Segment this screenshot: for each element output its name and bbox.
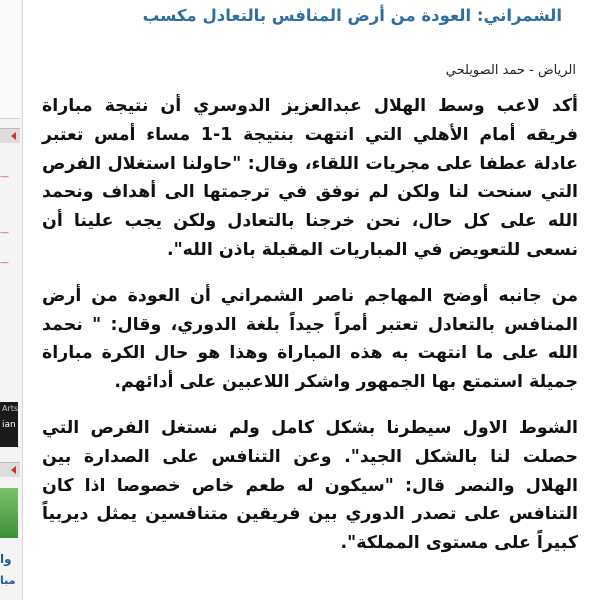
sidebar-link[interactable]: وا [0,552,12,566]
sidebar-panel [0,0,20,119]
article-headline[interactable]: الشمراني: العودة من أرض المنافس بالتعادل مكسب [142,6,562,25]
sidebar-link[interactable]: مبا [0,574,16,587]
left-sidebar [0,0,23,600]
thumbnail-caption: ian [2,420,16,430]
sidebar-marker: — [0,172,9,182]
article-body [42,92,578,575]
article-paragraph: أكد لاعب وسط الهلال عبدالعزيز الدوسري أن نتيجة مباراة فريقه أمام الأهلي التي انتهت بنتيجة 1-1 مساء أمس تعتبر عادلة عطفا على مجريات اللقاء، وقال: "حاولنا استغلال الفرص التي سنحت لنا ولكن لم نوفق في ترجمتها الى أهداف ونحمد الله على كل حال، نحن خرجنا بالتعادل ولكن يجب علينا أن نسعى للتعويض في المباريات المقبلة باذن الله". [42,96,578,260]
sidebar-marker: — [0,258,9,268]
article-byline: الرياض - حمد الصويلحي [445,63,576,78]
sidebar-marker: — [0,228,9,238]
article-paragraph: الشوط الاول سيطرنا بشكل كامل ولم نستغل الفرص التي حصلت لنا بالشكل الجيد". وعن التنافس على الصدارة بين الهلال والنصر قال: "سيكون له طعم خاص خصوصا اذا كان التنافس على تصدر الدوري بين فريقين متنافسين يمثل ديربياً كبيراً على مستوى المملكة". [42,417,578,554]
arrow-left-icon [11,466,16,474]
sidebar-thumbnail[interactable] [0,402,18,447]
sidebar-tab[interactable] [0,128,20,143]
article-paragraph: من جانبه أوضح المهاجم ناصر الشمراني أن العودة من أرض المنافس بالتعادل تعتبر أمراً جيداً بلغة الدوري، وقال: " نحمد الله على ما انتهت به هذه المباراة وهذا هو حال الكرة مباراة جميلة استمتع بها الجمهور واشكر اللاعبين على أدائهم. [42,285,578,393]
arrow-left-icon [11,132,16,140]
article-container [28,0,590,600]
thumbnail-caption: Arts [2,404,19,413]
sidebar-thumbnail[interactable] [0,488,18,538]
sidebar-tab[interactable] [0,462,20,477]
